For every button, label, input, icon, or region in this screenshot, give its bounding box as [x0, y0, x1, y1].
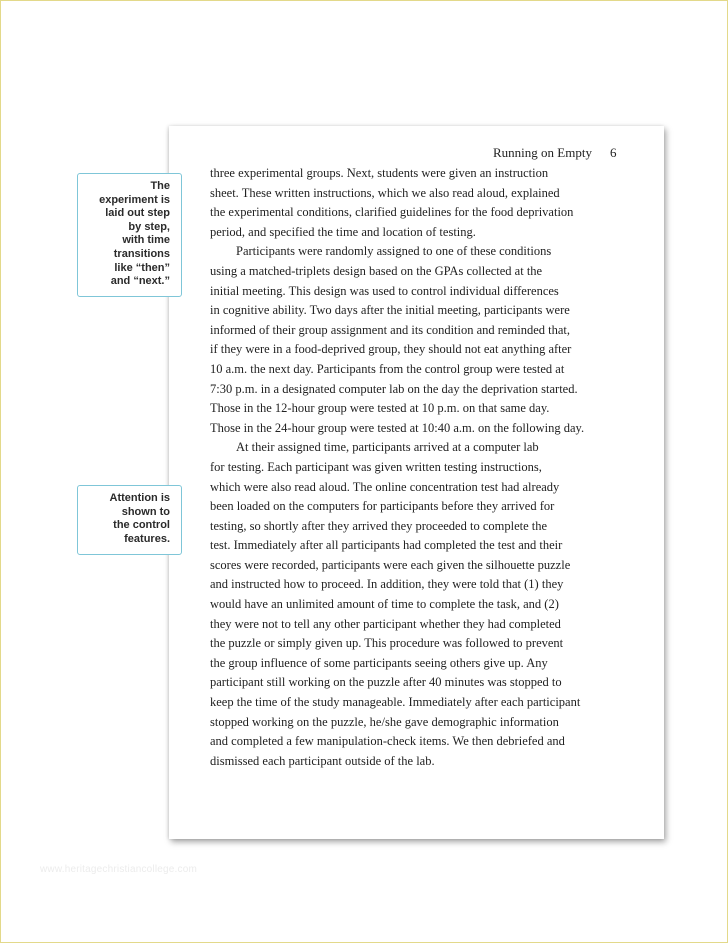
- paragraph-3: [210, 438, 630, 771]
- annotation-line: and “next.”: [110, 275, 170, 288]
- document-page: [169, 126, 664, 839]
- text-line: the group influence of some participants seeing others give up. Any: [210, 655, 548, 670]
- text-line: if they were in a food-deprived group, they should not eat anything after: [210, 342, 572, 357]
- text-line: period, and specified the time and location of testing.: [210, 224, 476, 239]
- text-line: in cognitive ability. Two days after the initial meeting, participants were: [210, 303, 570, 318]
- annotation-line: by step,: [128, 220, 170, 233]
- text-line: sheet. These written instructions, which we also read aloud, explained: [210, 185, 560, 200]
- watermark: www.heritagechristiancollege.com: [40, 864, 198, 875]
- running-head: [493, 145, 616, 161]
- body-text: [210, 164, 630, 771]
- annotation-line: experiment is: [99, 193, 170, 206]
- margin-annotation-control-features: [77, 485, 182, 555]
- annotation-line: The: [150, 180, 170, 192]
- text-line: three experimental groups. Next, students were given an instruction: [210, 166, 549, 180]
- running-head-title: Running on Empty: [493, 145, 592, 160]
- text-line: and completed a few manipulation-check items. We then debriefed and: [210, 734, 565, 749]
- text-line: participant still working on the puzzle after 40 minutes was stopped to: [210, 675, 562, 690]
- paragraph-1: [210, 164, 630, 242]
- annotation-line: laid out step: [105, 207, 170, 220]
- annotation-line: features.: [124, 532, 170, 545]
- paragraph-2: [210, 242, 630, 438]
- text-line: 10 a.m. the next day. Participants from the control group were tested at: [210, 361, 565, 376]
- text-line: stopped working on the puzzle, he/she gave demographic information: [210, 714, 559, 729]
- text-line: would have an unlimited amount of time to complete the task, and (2): [210, 597, 559, 612]
- text-line: keep the time of the study manageable. Immediately after each participant: [210, 695, 581, 710]
- annotation-line: transitions: [113, 247, 170, 260]
- margin-annotation-experiment-steps: [77, 173, 182, 297]
- page-number: 6: [609, 145, 617, 160]
- text-line: At their assigned time, participants arrived at a computer lab: [236, 440, 539, 455]
- text-line: test. Immediately after all participants had completed the test and their: [210, 538, 563, 553]
- text-line: Those in the 12-hour group were tested at 10 p.m. on that same day.: [210, 401, 550, 416]
- text-line: they were not to tell any other participant whether they had completed: [210, 616, 561, 631]
- text-line: Participants were randomly assigned to one of these conditions: [236, 244, 552, 259]
- text-line: Those in the 24-hour group were tested at 10:40 a.m. on the following day.: [210, 420, 585, 435]
- text-line: informed of their group assignment and its condition and reminded that,: [210, 322, 570, 337]
- text-line: and instructed how to proceed. In addition, they were told that (1) they: [210, 577, 564, 592]
- text-line: 7:30 p.m. in a designated computer lab on the day the deprivation started.: [210, 381, 578, 396]
- text-line: for testing. Each participant was given written testing instructions,: [210, 459, 542, 474]
- annotation-line: like “then”: [114, 261, 170, 274]
- annotation-line: shown to: [121, 505, 170, 518]
- text-line: using a matched-triplets design based on the GPAs collected at the: [210, 263, 543, 278]
- text-line: dismissed each participant outside of the lab.: [210, 753, 435, 768]
- text-line: which were also read aloud. The online concentration test had already: [210, 479, 560, 494]
- annotation-line: Attention is: [109, 492, 170, 504]
- text-line: been loaded on the computers for participants before they arrived for: [210, 499, 555, 514]
- text-line: the puzzle or simply given up. This procedure was followed to prevent: [210, 636, 564, 651]
- text-line: initial meeting. This design was used to control individual differences: [210, 283, 559, 298]
- text-line: scores were recorded, participants were each given the silhouette puzzle: [210, 557, 571, 572]
- text-line: testing, so shortly after they arrived they proceeded to complete the: [210, 518, 548, 533]
- annotation-line: the control: [113, 519, 170, 532]
- text-line: the experimental conditions, clarified guidelines for the food deprivation: [210, 205, 574, 220]
- annotation-line: with time: [122, 234, 170, 247]
